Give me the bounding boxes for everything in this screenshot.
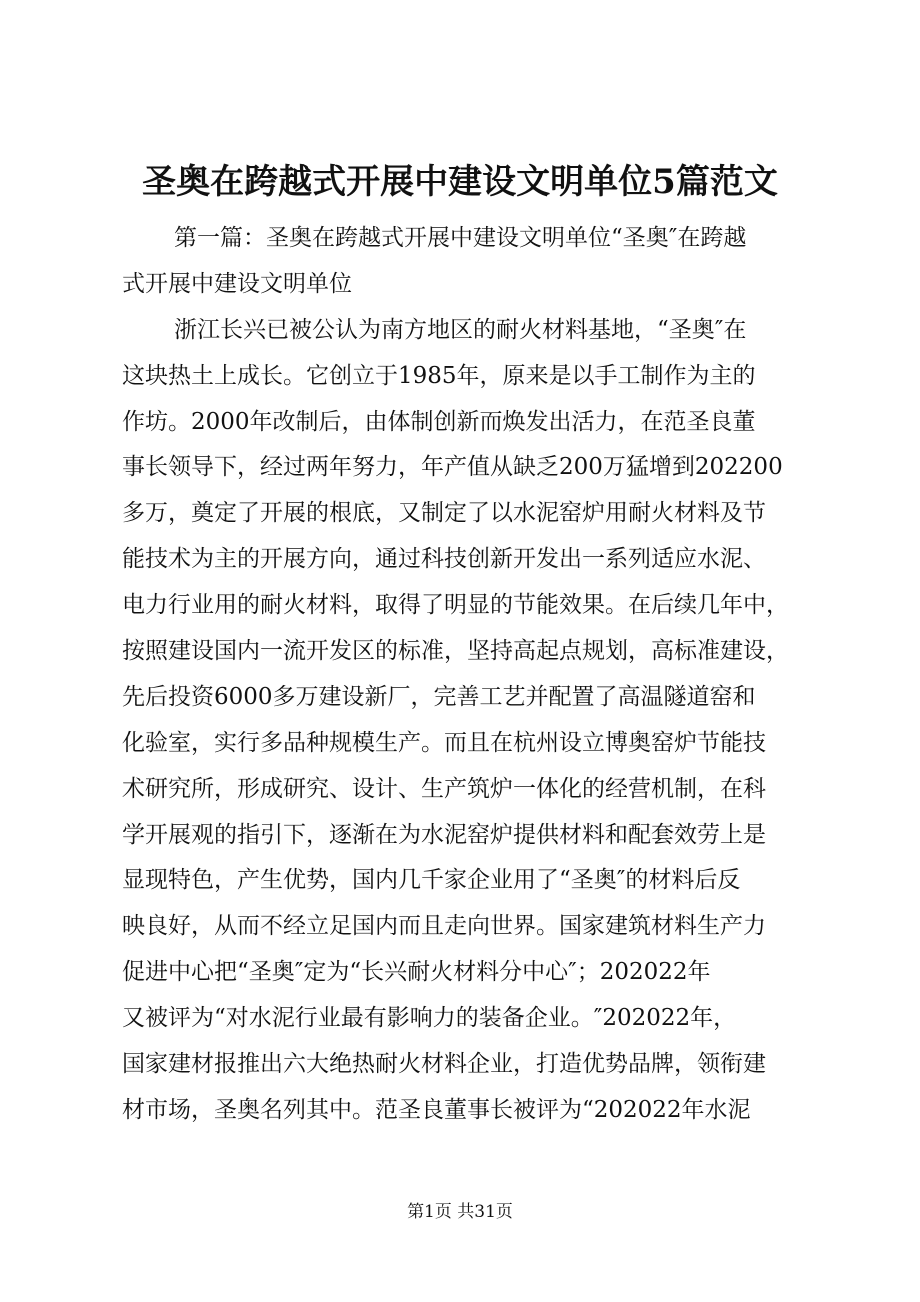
paragraph-2-line: 先后投资6000多万建设新厂，完善工艺并配置了高温隧道窑和 [122,683,756,710]
paragraph-2-line: 显现特色，产生优势，国内几千家企业用了“圣奥″的材料后反 [122,867,741,894]
paragraph-1-line: 式开展中建设文明单位 [122,270,352,297]
paragraph-2-line: 电力行业用的耐火材料，取得了明显的节能效果。在后续几年中， [122,592,789,619]
paragraph-2-line: 多万，奠定了开展的根底，又制定了以水泥窑炉用耐火材料及节 [122,500,766,527]
document-title: 圣奥在跨越式开展中建设文明单位5篇范文 [142,162,778,202]
paragraph-2-line: 学开展观的指引下，逐渐在为水泥窑炉提供材料和配套效劳上是 [122,821,766,848]
paragraph-2-line: 这块热土上成长。它创立于1985年，原来是以手工制作为主的 [122,362,756,389]
paragraph-2-line: 事长领导下，经过两年努力，年产值从缺乏200万猛增到202200 [122,454,783,481]
paragraph-2-line: 化验室，实行多品种规模生产。而且在杭州设立博奥窑炉节能技 [122,729,766,756]
page-footer: 第1页 共31页 [407,1202,513,1222]
paragraph-2-line: 国家建材报推出六大绝热耐火材料企业，打造优势品牌，领衔建 [122,1051,766,1078]
paragraph-2-line: 促进中心把“圣奥″定为“长兴耐火材料分中心″；202022年 [122,959,711,986]
paragraph-2-line: 又被评为“对水泥行业最有影响力的装备企业。″202022年， [122,1005,737,1032]
paragraph-2-line: 浙江长兴已被公认为南方地区的耐火材料基地，“圣奥″在 [174,316,747,343]
document-body [122,216,804,1134]
paragraph-2-line: 术研究所，形成研究、设计、生产筑炉一体化的经营机制，在科 [122,775,766,802]
paragraph-2-line: 能技术为主的开展方向，通过科技创新开发出一系列适应水泥、 [122,546,766,573]
paragraph-2-line: 作坊。2000年改制后，由体制创新而焕发出活力，在范圣良董 [122,408,756,435]
paragraph-2-line: 按照建设国内一流开发区的标准，坚持高起点规划，高标准建设， [122,638,789,665]
paragraph-1-line: 第一篇：圣奥在跨越式开展中建设文明单位“圣奥″在跨越 [174,225,747,251]
paragraph-2-line: 材市场，圣奥名列其中。范圣良董事长被评为“202022年水泥 [122,1096,751,1123]
paragraph-2-line: 映良好，从而不经立足国内而且走向世界。国家建筑材料生产力 [122,913,766,940]
